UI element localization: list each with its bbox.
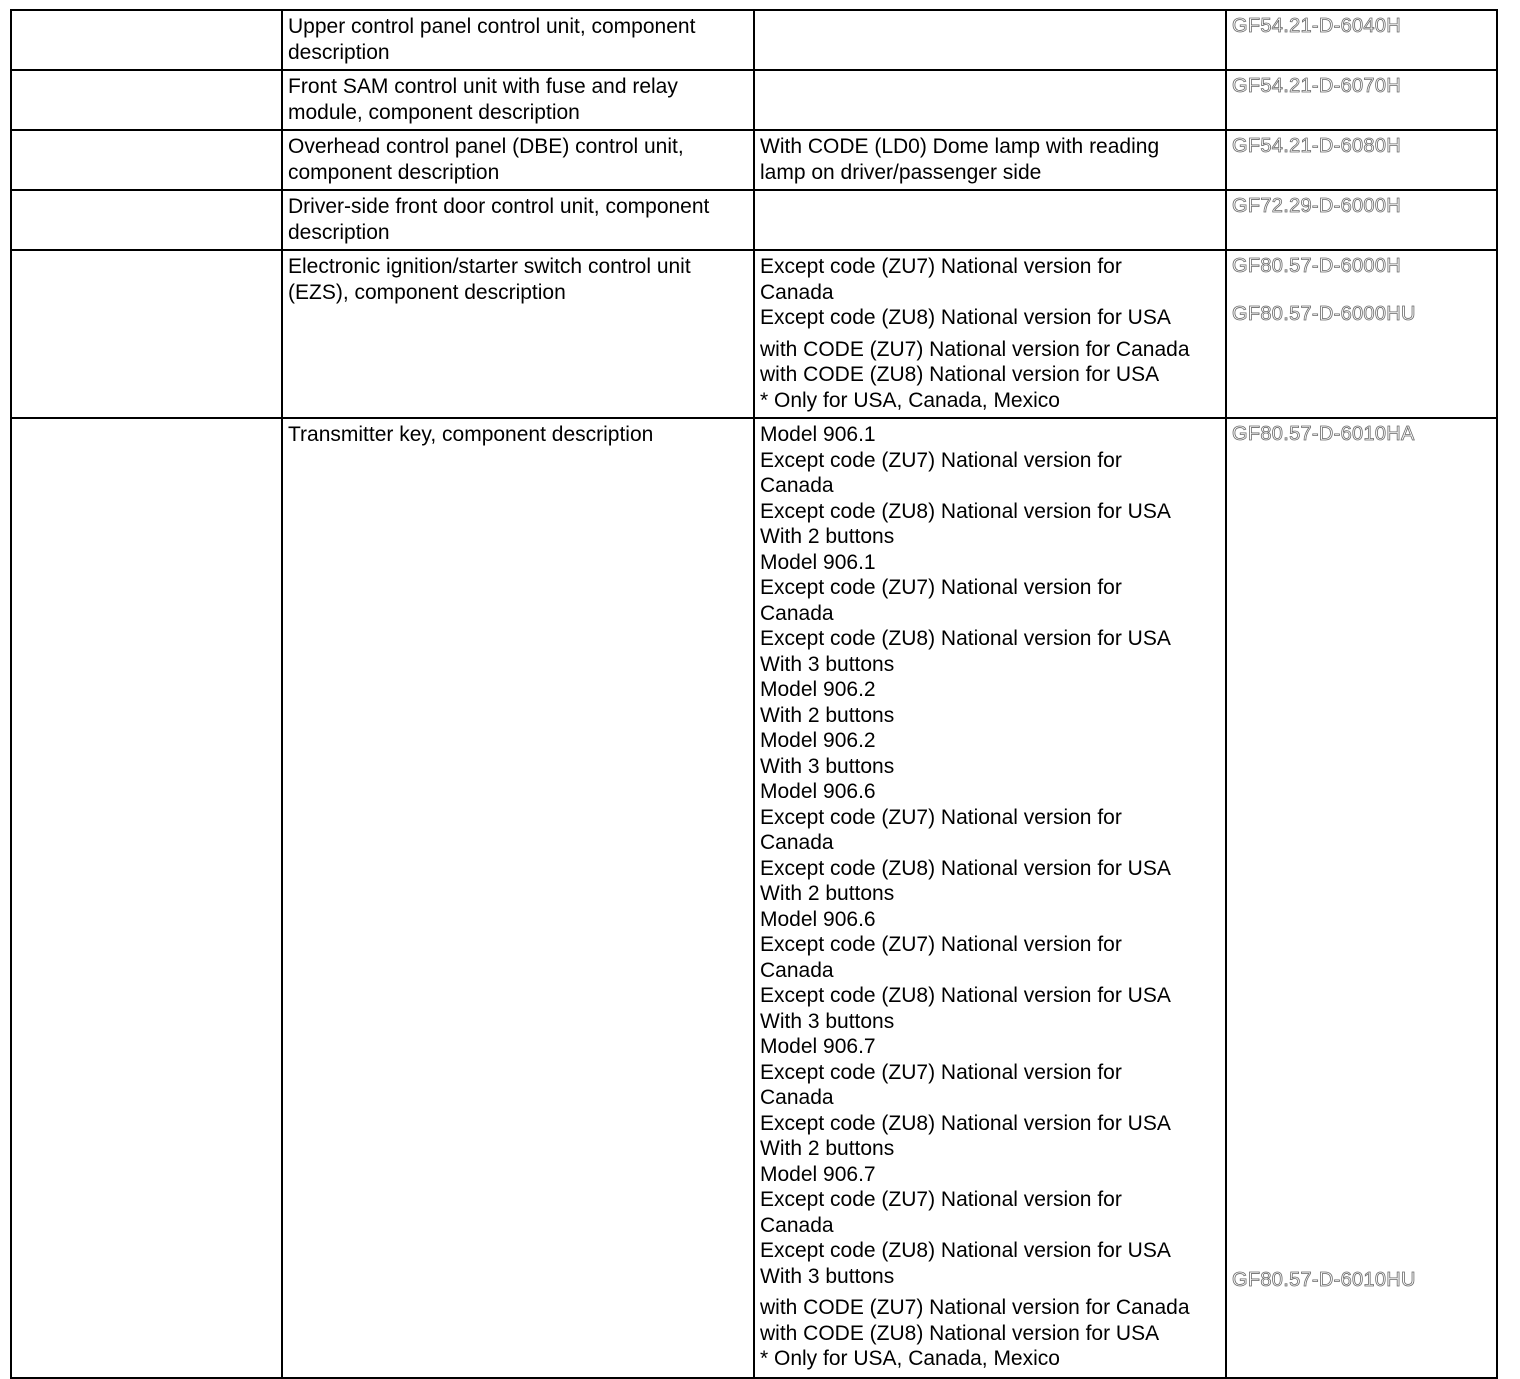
text-line: With 2 buttons	[760, 703, 895, 727]
text-line: Model 906.6	[760, 907, 876, 931]
empty-cell	[11, 10, 282, 70]
text-line: Canada	[760, 831, 834, 854]
text-line: Overhead control panel (DBE) control unit,	[288, 135, 684, 158]
text-line: Model 906.2	[760, 678, 876, 701]
component-description-cell	[282, 130, 754, 190]
text-line: * Only for USA, Canada, Mexico	[760, 1347, 1060, 1370]
text-line: Canada	[760, 1213, 834, 1237]
text-line: Canada	[760, 474, 834, 497]
validity-conditions-cell	[754, 130, 1226, 190]
table-row	[11, 190, 1497, 250]
text-line: Except code (ZU7) National version for	[760, 933, 1122, 956]
text-line: With 2 buttons	[760, 525, 895, 548]
text-line: Model 906.1	[760, 423, 876, 446]
text-line: Canada	[760, 280, 834, 304]
text-line: Except code (ZU8) National version for USA	[760, 627, 1171, 650]
text-line: Except code (ZU7) National version for	[760, 805, 1122, 829]
empty-cell	[11, 418, 282, 1378]
text-line: with CODE (ZU8) National version for USA	[760, 363, 1160, 386]
validity-conditions-cell	[754, 190, 1226, 250]
text-line: Except code (ZU8) National version for USA	[760, 1239, 1171, 1262]
text-line: Model 906.7	[760, 1035, 876, 1058]
component-description-cell	[282, 70, 754, 130]
text-line: (EZS), component description	[288, 280, 566, 304]
text-line: Canada	[760, 958, 834, 982]
text-line: With 2 buttons	[760, 1137, 895, 1160]
document-link[interactable]: GF80.57-D-6010HA	[1232, 423, 1415, 445]
table-body	[11, 10, 1497, 1378]
text-line: module, component description	[288, 100, 580, 124]
document-link[interactable]: GF80.57-D-6010HU	[1232, 1269, 1416, 1291]
text-line: Except code (ZU7) National version for	[760, 1188, 1122, 1211]
table-row	[11, 130, 1497, 190]
validity-conditions-cell	[754, 10, 1226, 70]
document-link[interactable]: GF80.57-D-6000H	[1232, 255, 1402, 277]
table-row	[11, 250, 1497, 418]
component-description-cell	[282, 190, 754, 250]
table-row	[11, 418, 1497, 1378]
text-line: Electronic ignition/starter switch control unit	[288, 255, 691, 278]
text-line: Upper control panel control unit, component	[288, 15, 696, 38]
text-line: Model 906.6	[760, 780, 876, 803]
component-description-cell	[282, 250, 754, 418]
component-table	[10, 9, 1498, 1379]
text-line: description	[288, 220, 390, 244]
document-reference-cell	[1226, 190, 1497, 250]
text-line: lamp on driver/passenger side	[760, 160, 1042, 184]
text-line: Transmitter key, component description	[288, 423, 654, 446]
document-reference-cell	[1226, 418, 1497, 1378]
text-line: * Only for USA, Canada, Mexico	[760, 388, 1060, 412]
validity-conditions-cell	[754, 70, 1226, 130]
text-line: Except code (ZU8) National version for USA	[760, 306, 1171, 329]
text-line: with CODE (ZU8) National version for USA	[760, 1321, 1160, 1345]
table-row	[11, 70, 1497, 130]
text-line: Model 906.7	[760, 1162, 876, 1186]
text-line: With 2 buttons	[760, 882, 895, 905]
text-line: With 3 buttons	[760, 652, 895, 676]
text-line: with CODE (ZU7) National version for Canada	[760, 1296, 1190, 1319]
empty-cell	[11, 130, 282, 190]
text-line: With 3 buttons	[760, 1009, 895, 1033]
text-line: Except code (ZU7) National version for	[760, 576, 1122, 599]
empty-cell	[11, 250, 282, 418]
text-line: Except code (ZU8) National version for USA	[760, 499, 1171, 523]
validity-conditions-cell	[754, 250, 1226, 418]
text-line: Except code (ZU7) National version for	[760, 1060, 1122, 1084]
document-reference-cell	[1226, 250, 1497, 418]
text-line: Canada	[760, 1086, 834, 1109]
document-link[interactable]: GF54.21-D-6070H	[1232, 75, 1402, 97]
document-reference-cell	[1226, 70, 1497, 130]
text-line: Driver-side front door control unit, component	[288, 195, 710, 218]
text-line: Except code (ZU8) National version for USA	[760, 984, 1171, 1007]
document-reference-cell	[1226, 10, 1497, 70]
validity-conditions-cell	[754, 418, 1226, 1378]
text-line: Model 906.2	[760, 729, 876, 752]
component-description-cell	[282, 10, 754, 70]
text-line: Front SAM control unit with fuse and relay	[288, 75, 678, 98]
text-line: With CODE (LD0) Dome lamp with reading	[760, 135, 1160, 158]
text-line: with CODE (ZU7) National version for Canada	[760, 337, 1190, 361]
text-line: Except code (ZU7) National version for	[760, 448, 1122, 472]
text-line: Except code (ZU7) National version for	[760, 255, 1122, 278]
text-line: Except code (ZU8) National version for USA	[760, 1111, 1171, 1135]
empty-cell	[11, 70, 282, 130]
document-reference-cell	[1226, 130, 1497, 190]
text-line: description	[288, 40, 390, 64]
text-line: Except code (ZU8) National version for USA	[760, 856, 1171, 880]
text-line: With 3 buttons	[760, 1264, 895, 1288]
component-description-cell	[282, 418, 754, 1378]
text-line: component description	[288, 160, 500, 184]
document-link[interactable]: GF54.21-D-6080H	[1232, 135, 1402, 157]
text-line: With 3 buttons	[760, 754, 895, 778]
document-link[interactable]: GF80.57-D-6000HU	[1232, 303, 1416, 325]
document-link[interactable]: GF72.29-D-6000H	[1232, 195, 1402, 217]
document-link[interactable]: GF54.21-D-6040H	[1232, 15, 1402, 37]
text-line: Model 906.1	[760, 550, 876, 574]
empty-cell	[11, 190, 282, 250]
table-row	[11, 10, 1497, 70]
text-line: Canada	[760, 601, 834, 625]
